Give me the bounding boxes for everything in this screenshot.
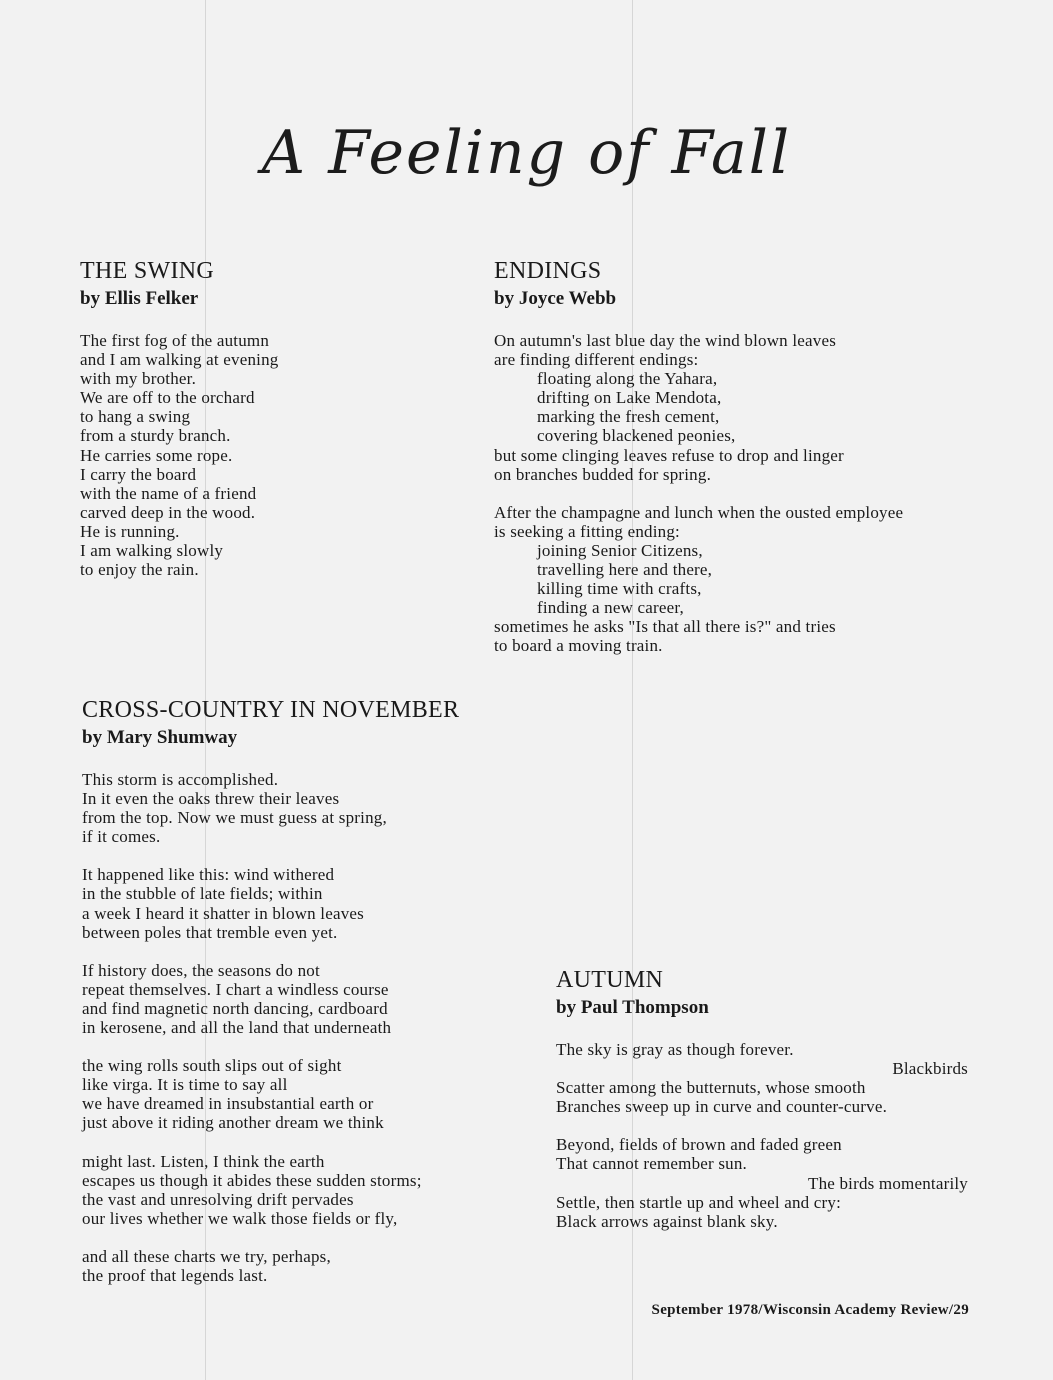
poem-line: with my brother. [80, 369, 197, 389]
poem-line: This storm is accomplished. [82, 770, 279, 789]
poem-line: Scatter among the butternuts, whose smooth [556, 1078, 866, 1098]
poem-heading: THE SWING [80, 258, 215, 284]
poem-body [82, 770, 552, 1285]
poem-stanza [494, 503, 1014, 656]
poem-line: joining Senior Citizens, [537, 540, 703, 560]
poem-line: Black arrows against blank sky. [556, 1211, 778, 1231]
poem-line: marking the fresh cement, [537, 407, 720, 427]
poem-line: The birds momentarily [808, 1173, 968, 1193]
poem-line: If history does, the seasons do not [82, 960, 320, 980]
poem-stanza [82, 1152, 552, 1228]
poem-stanza [556, 1135, 968, 1230]
poem-stanza [80, 331, 480, 579]
poem-stanza [82, 865, 552, 941]
poem-byline: by Paul Thompson [556, 997, 709, 1018]
poem-line: Blackbirds [892, 1059, 968, 1079]
poem-line: from the top. Now we must guess at spring, [82, 808, 387, 828]
poem-stanza [82, 1247, 552, 1285]
poem-line: He carries some rope. [80, 445, 233, 465]
poem-line: in kerosene, and all the land that underneath [82, 1018, 392, 1038]
poem-line: carved deep in the wood. [80, 502, 256, 522]
poem-body [494, 331, 1014, 656]
poem-line: is seeking a fitting ending: [494, 521, 680, 541]
poem-line: our lives whether we walk those fields or fly, [82, 1208, 398, 1228]
poem-line: the proof that legends last. [82, 1265, 268, 1285]
poem-line: We are off to the orchard [80, 388, 255, 408]
poem-line: to hang a swing [80, 407, 191, 427]
poem-line: the vast and unresolving drift pervades [82, 1189, 354, 1209]
poem-line: drifting on Lake Mendota, [537, 388, 722, 408]
poem-heading: ENDINGS [494, 258, 602, 284]
poem-line: Settle, then startle up and wheel and cry: [556, 1192, 842, 1212]
poem-line: just above it riding another dream we think [82, 1113, 384, 1133]
poem-line: It happened like this: wind withered [82, 865, 335, 885]
poem-line: a week I heard it shatter in blown leaves [82, 903, 364, 923]
poem-line: floating along the Yahara, [537, 369, 718, 389]
poem-heading: CROSS-COUNTRY IN NOVEMBER [82, 697, 460, 723]
poem-stanza [556, 1040, 968, 1116]
poem-line: covering blackened peonies, [537, 426, 736, 446]
poem-cross-country-in-november [82, 696, 552, 1304]
poem-line: are finding different endings: [494, 350, 699, 370]
poem-line: and find magnetic north dancing, cardboard [82, 998, 388, 1018]
poem-line: I am walking slowly [80, 541, 224, 561]
poem-line: sometimes he asks "Is that all there is?" and tries [494, 617, 836, 637]
poem-line: to enjoy the rain. [80, 560, 199, 580]
page-title: A Feeling of Fall [261, 118, 792, 188]
poem-body [80, 331, 480, 579]
poem-line: on branches budded for spring. [494, 464, 712, 484]
poem-line: The sky is gray as though forever. [556, 1040, 794, 1059]
poem-line: and all these charts we try, perhaps, [82, 1246, 331, 1266]
page-footer: September 1978/Wisconsin Academy Review/29 [651, 1302, 969, 1318]
poem-line: from a sturdy branch. [80, 426, 231, 446]
poem-line: with the name of a friend [80, 483, 257, 503]
poem-body [556, 1040, 968, 1231]
poem-line: I carry the board [80, 464, 197, 484]
poem-stanza [82, 1056, 552, 1132]
poem-line: we have dreamed in insubstantial earth or [82, 1094, 374, 1114]
poem-stanza [82, 770, 552, 846]
poem-endings [494, 257, 1014, 675]
poem-line: like virga. It is time to say all [82, 1075, 288, 1095]
poem-line: but some clinging leaves refuse to drop and linger [494, 445, 844, 465]
poem-line: The first fog of the autumn [80, 331, 270, 350]
poem-line: Beyond, fields of brown and faded green [556, 1135, 842, 1155]
poem-line: travelling here and there, [537, 560, 713, 580]
poem-byline: by Ellis Felker [80, 288, 199, 309]
poem-line: escapes us though it abides these sudden storms; [82, 1170, 422, 1190]
poem-line: killing time with crafts, [537, 579, 702, 599]
poem-line: might last. Listen, I think the earth [82, 1151, 325, 1171]
poem-autumn [556, 966, 968, 1250]
poem-the-swing [80, 257, 480, 598]
poem-stanza [494, 331, 1014, 484]
poem-line: After the champagne and lunch when the ousted employee [494, 502, 904, 522]
poem-line: Branches sweep up in curve and counter-curve. [556, 1097, 888, 1117]
poem-line: to board a moving train. [494, 636, 663, 656]
poem-line: That cannot remember sun. [556, 1154, 747, 1174]
poem-heading: AUTUMN [556, 967, 664, 993]
poem-line: between poles that tremble even yet. [82, 922, 338, 942]
poem-line: finding a new career, [537, 598, 684, 618]
poem-line: repeat themselves. I chart a windless course [82, 979, 389, 999]
poem-line: in the stubble of late fields; within [82, 884, 323, 904]
poem-line: In it even the oaks threw their leaves [82, 789, 340, 809]
poem-byline: by Mary Shumway [82, 727, 238, 748]
poem-line: On autumn's last blue day the wind blown leaves [494, 331, 837, 350]
poem-line: He is running. [80, 521, 180, 541]
poem-line: if it comes. [82, 827, 161, 847]
poem-line: the wing rolls south slips out of sight [82, 1056, 342, 1076]
poem-line: and I am walking at evening [80, 350, 279, 370]
poem-stanza [82, 961, 552, 1037]
poem-byline: by Joyce Webb [494, 288, 617, 309]
